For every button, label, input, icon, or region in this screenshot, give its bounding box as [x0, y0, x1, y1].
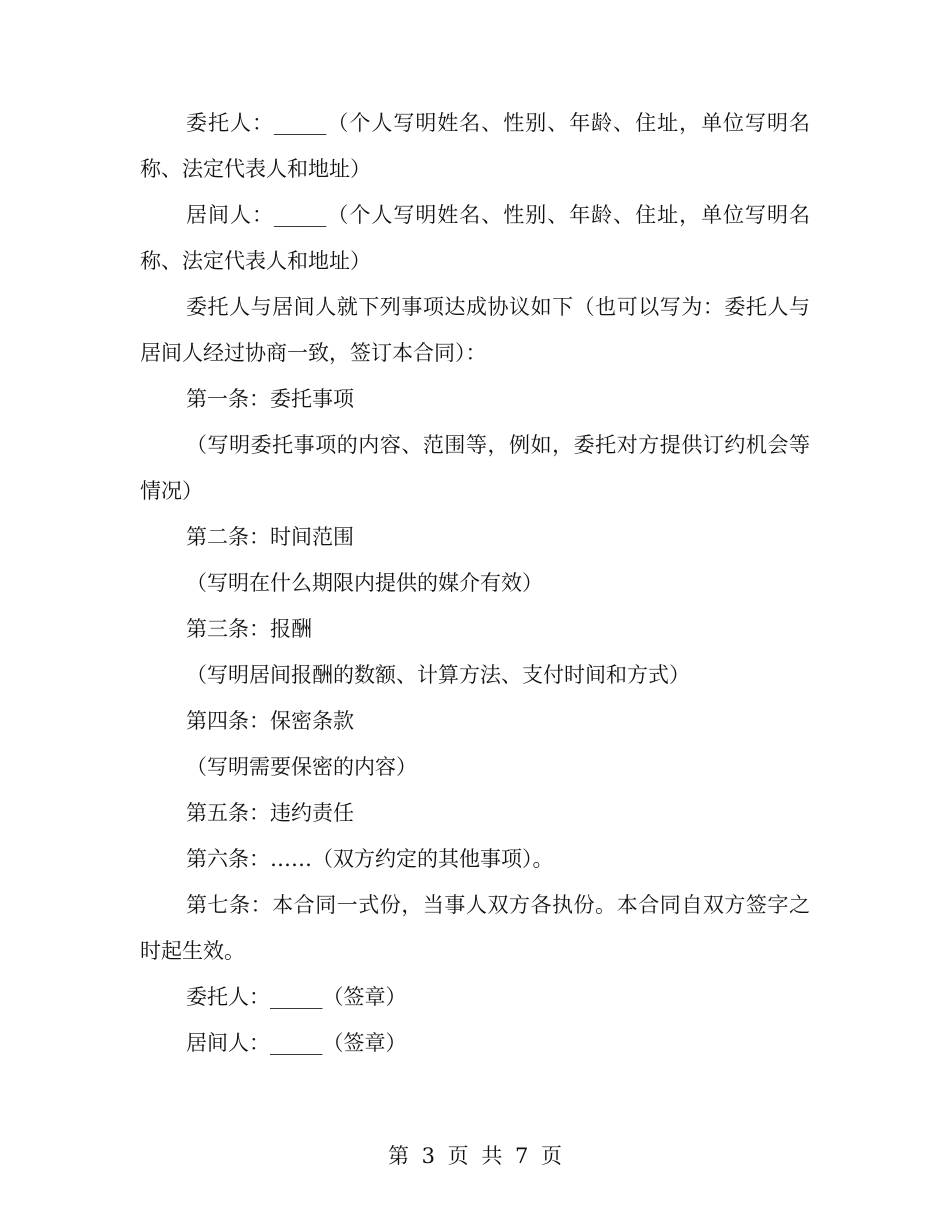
- article-2-body: （写明在什么期限内提供的媒介有效）: [186, 571, 543, 595]
- article-3-heading: 第三条：报酬: [186, 617, 312, 641]
- article-4-heading: 第四条：保密条款: [186, 709, 354, 733]
- article-3-body: （写明居间报酬的数额、计算方法、支付时间和方式）: [186, 663, 690, 687]
- article-6-heading: 第六条：……（双方约定的其他事项）。: [186, 847, 554, 871]
- article-2-heading: 第二条：时间范围: [186, 525, 354, 549]
- article-7-body: 第七条：本合同一式份，当事人双方各执份。本合同自双方签字之时起生效。: [140, 893, 810, 963]
- article-4-body: （写明需要保密的内容）: [186, 755, 417, 779]
- article-1-body: （写明委托事项的内容、范围等，例如，委托对方提供订约机会等情况）: [140, 433, 810, 503]
- signature-client: 委托人：_____（签章）: [186, 985, 407, 1009]
- page-number-footer: 第 3 页 共 7 页: [387, 1144, 563, 1168]
- paragraph-agreement-intro: 委托人与居间人就下列事项达成协议如下（也可以写为：委托人与居间人经过协商一致，签订本合同）：: [140, 295, 810, 365]
- article-1-heading: 第一条：委托事项: [186, 387, 354, 411]
- signature-intermediary: 居间人：_____（签章）: [186, 1031, 407, 1055]
- document-body: [140, 100, 810, 1066]
- paragraph-intermediary: 居间人：_____（个人写明姓名、性别、年龄、住址，单位写明名称、法定代表人和地址）: [140, 203, 810, 273]
- paragraph-client: 委托人：_____（个人写明姓名、性别、年龄、住址，单位写明名称、法定代表人和地址）: [140, 111, 810, 181]
- article-5-heading: 第五条：违约责任: [186, 801, 354, 825]
